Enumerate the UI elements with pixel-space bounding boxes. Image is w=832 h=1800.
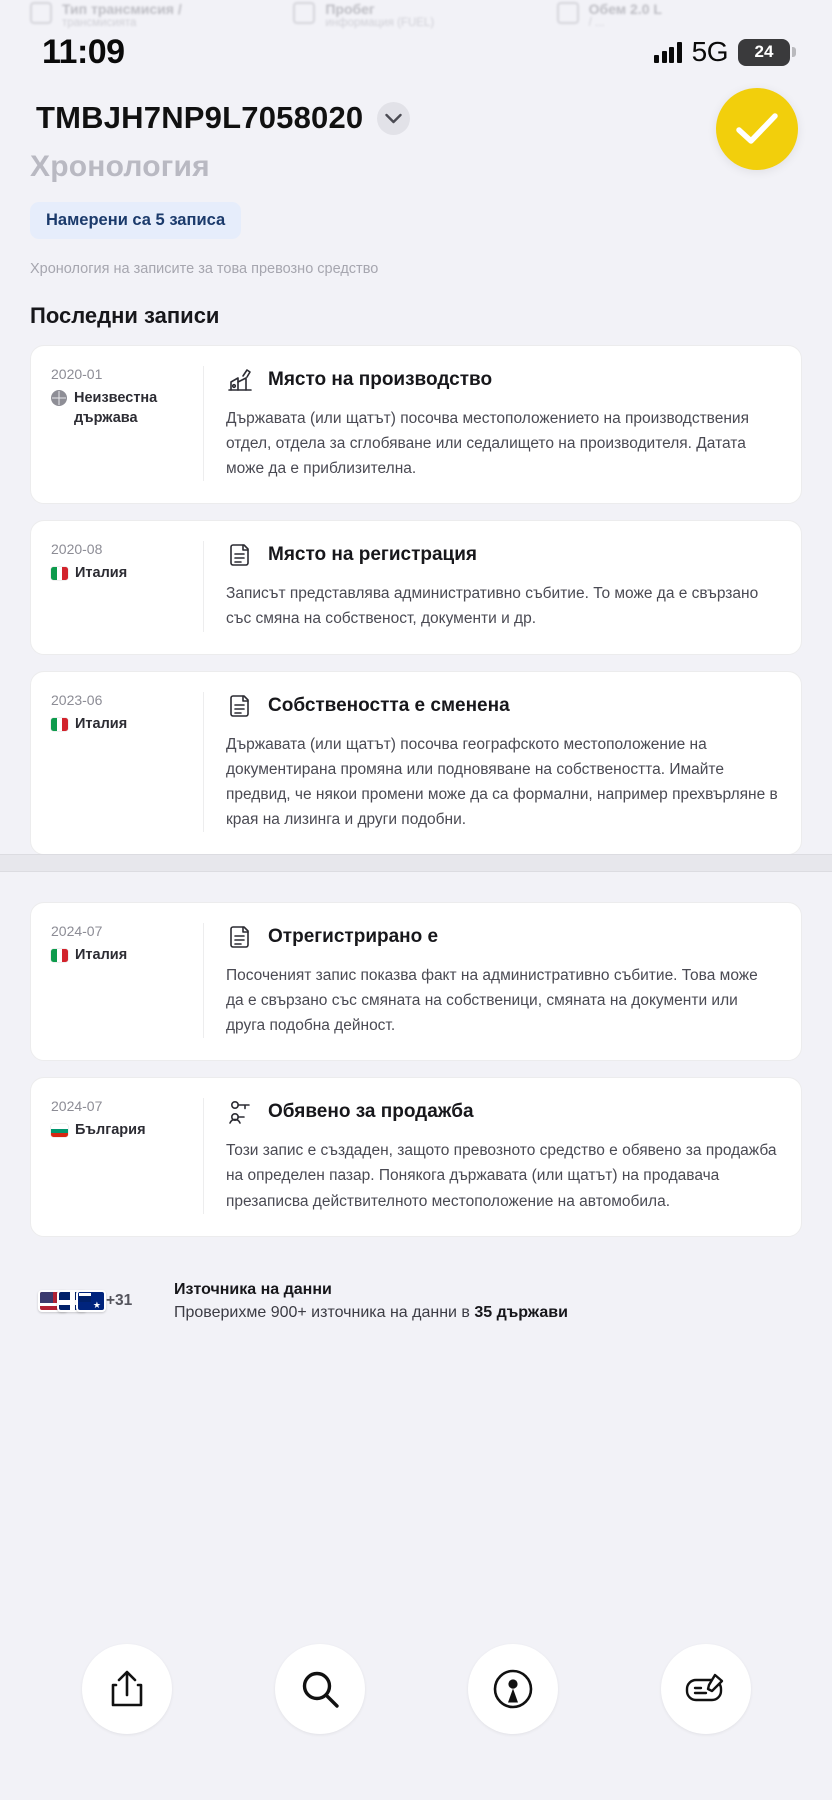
- sources-title: Източника на данни: [174, 1280, 332, 1298]
- status-badge[interactable]: [716, 88, 798, 170]
- magnifier-icon: [299, 1668, 341, 1710]
- table-row[interactable]: [30, 345, 802, 504]
- record-place: България: [75, 1122, 146, 1139]
- section-title: Последни записи: [30, 303, 220, 328]
- data-sources-block[interactable]: [30, 1281, 802, 1322]
- record-date: 2024-07: [51, 1098, 103, 1115]
- user-circle-icon: [492, 1668, 534, 1710]
- share-button[interactable]: [82, 1644, 172, 1734]
- record-place: Италия: [75, 947, 128, 963]
- status-bar: [0, 26, 832, 78]
- engine-icon: [557, 2, 579, 24]
- network-label: 5G: [691, 36, 728, 67]
- timeline-subtitle: Хронология на записите за това превозно средство: [30, 261, 379, 277]
- record-title: Обявено за продажба: [268, 1101, 474, 1123]
- record-title: Място на производство: [268, 369, 493, 390]
- record-title: Собствеността е сменена: [268, 694, 510, 716]
- record-date: 2023-06: [51, 691, 103, 708]
- timeline-section: [0, 150, 832, 855]
- sources-highlight: 35 държави: [474, 1303, 568, 1321]
- edit-report-icon: [684, 1671, 728, 1707]
- globe-icon: [51, 390, 67, 406]
- record-place: Неизвестна държава: [74, 390, 158, 426]
- italy-flag-icon: [51, 718, 68, 731]
- ghost-line-1: Тип трансмисия /: [62, 1, 182, 17]
- record-place: Италия: [75, 565, 128, 582]
- table-row[interactable]: [30, 520, 802, 654]
- record-description: Държавата (или щатът) посочва географското местоположение на документирана промяна или подновяване на собствеността. Имайте предвид, че някои промени може да са формални, например прехвърляне в края на лизинга и други подобни.: [226, 735, 778, 828]
- sources-text: Проверихме 900+ източника на данни в: [174, 1303, 475, 1321]
- ghost-line-2: трансмисията: [62, 17, 137, 29]
- ghost-line-1: Пробег: [325, 1, 375, 17]
- gear-icon: [30, 2, 52, 24]
- ghost-line-1: Обем 2.0 L: [588, 1, 662, 17]
- more-countries-count: +31: [106, 1292, 133, 1310]
- gauge-icon: [293, 2, 315, 24]
- search-button[interactable]: [275, 1644, 365, 1734]
- bulgaria-flag-icon: [51, 1124, 68, 1137]
- page-title: Хронология: [30, 150, 210, 183]
- ghost-line-2: / ...: [588, 17, 605, 29]
- timeline-section-continued: [0, 886, 832, 1322]
- document-icon: [226, 541, 254, 569]
- table-row[interactable]: [30, 671, 802, 855]
- share-icon: [108, 1668, 146, 1710]
- battery-percent: 24: [754, 42, 774, 61]
- record-description: Посоченият запис показва факт на административно събитие. Това може да е свързано със смяната на собственици, смяната на документи или друга подобна дейност.: [226, 967, 758, 1035]
- record-date: 2024-07: [51, 923, 103, 939]
- vin-value: TMBJH7NP9L7058020: [36, 100, 364, 135]
- document-icon: [226, 692, 254, 720]
- chevron-down-icon[interactable]: [377, 102, 410, 135]
- for-sale-icon: [226, 1098, 254, 1126]
- australia-flag-icon: [76, 1290, 106, 1312]
- record-title: Място на регистрация: [268, 544, 477, 566]
- record-description: Държавата (или щатът) посочва местоположението на производствения отдел, отдела за сглобяване или седалището на производителя. Датата може да е приблизителна.: [226, 410, 749, 478]
- check-mark-icon: [735, 112, 779, 146]
- records-count-chip: Намерени са 5 записа: [30, 202, 241, 239]
- record-description: Записът представлява административно събитие. То може да е свързано със смяна на собственост, документи и др.: [226, 585, 759, 628]
- table-row[interactable]: [30, 902, 802, 1061]
- record-date: 2020-08: [51, 541, 103, 558]
- record-date: 2020-01: [51, 366, 103, 382]
- document-icon: [226, 923, 254, 951]
- record-description: Този запис е създаден, защото превозното средство е обявено за продажба на определен пазар. Понякога държавата (или щатът) на продавача презаписва действителното местоположение на автомобила.: [226, 1142, 777, 1210]
- report-button[interactable]: [661, 1644, 751, 1734]
- flag-stack: [38, 1286, 156, 1316]
- factory-icon: [226, 366, 254, 394]
- record-place: Италия: [75, 715, 128, 732]
- section-divider: [0, 854, 832, 872]
- vin-header[interactable]: [36, 100, 410, 136]
- cellular-bars-icon: [654, 41, 682, 63]
- battery-indicator: [738, 39, 790, 66]
- bottom-toolbar: [0, 1616, 832, 1800]
- sources-subtitle: [174, 1304, 568, 1322]
- record-title: Отрегистрирано е: [268, 926, 439, 947]
- status-clock: 11:09: [42, 32, 125, 71]
- italy-flag-icon: [51, 949, 68, 962]
- account-button[interactable]: [468, 1644, 558, 1734]
- italy-flag-icon: [51, 567, 68, 580]
- table-row[interactable]: [30, 1077, 802, 1236]
- ghost-line-2: информация (FUEL): [325, 17, 435, 29]
